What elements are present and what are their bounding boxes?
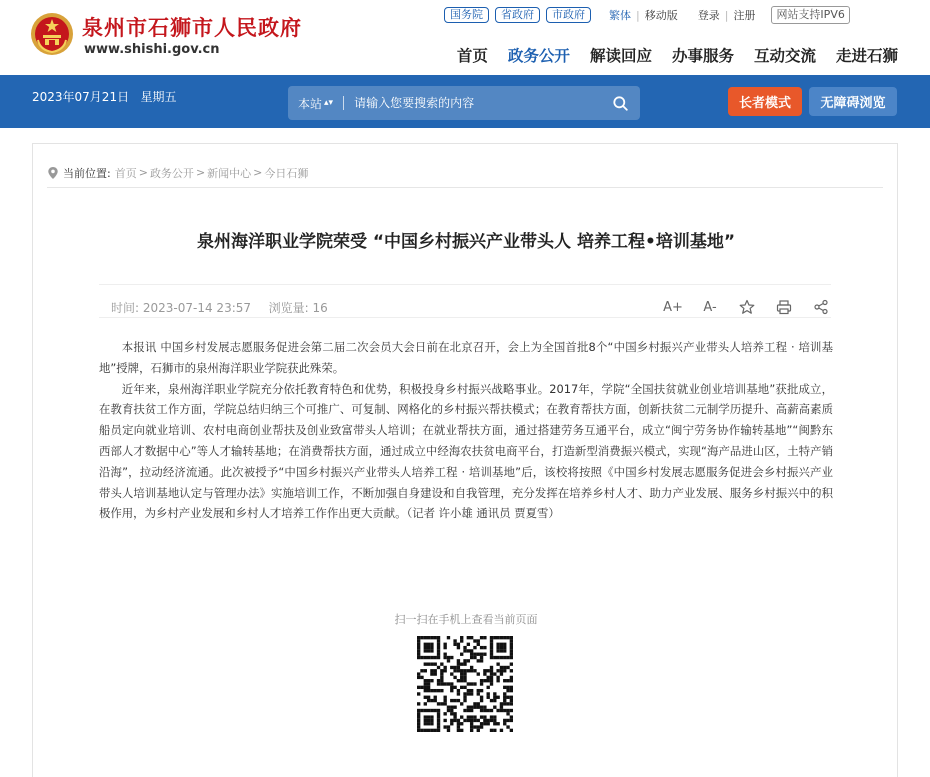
weekday-text: 星期五 bbox=[140, 90, 177, 104]
font-increase-icon: A+ bbox=[663, 299, 683, 315]
ipv6-badge: 网站支持IPV6 bbox=[771, 6, 849, 24]
article-body bbox=[99, 337, 833, 524]
search-scope-label: 本站 bbox=[298, 96, 323, 111]
breadcrumb bbox=[47, 158, 883, 188]
article-paragraph: 近年来，泉州海洋职业学院充分依托教育特色和优势，积极投身乡村振兴战略事业。2017年，学院“全国扶贫就业创业培训基地”获批成立，在教育扶贫工作方面，学院总结归纳三个可推广、可复制、网格化的乡村振兴帮扶模式；在教育帮扶方面，创新扶贫二元制学历提升、高薪高素质船员定向就业培训、农村电商创业帮扶及创业致富带头人培训；在就业帮扶方面，通过搭建劳务互通平台，成立“闽宁劳务协作输转基地”“闽黔东西部人才数据中心”等人才输转基地；在消费帮扶方面，通过成立中经海农扶贫电商平台，打造新型消费振兴模式，实现“海产品进山区，土特产销沿海”，拉动经济流通。此次被授予“中国乡村振兴产业带头人培养工程 · 培训基地”后，该校将按照《中国乡村发展志愿服务促进会乡村振兴产业带头人培训基地认定与管理办法》实施培训工作，不断加强自身建设和自我管理，充分发挥在培养乡村人才、助力产业发展、服务乡村振兴中的积极作用，为乡村产业发展和乡村人才培养工作作出更大贡献。（记者 许小雄 通讯员 贾夏雪） bbox=[99, 381, 833, 521]
breadcrumb-separator: > bbox=[253, 166, 263, 179]
breadcrumb-today-shishi[interactable]: 今日石狮 bbox=[264, 166, 309, 180]
article-tools bbox=[646, 297, 831, 317]
link-state-council[interactable]: 国务院 bbox=[444, 7, 489, 23]
breadcrumb-government-affairs[interactable]: 政务公开 bbox=[149, 166, 194, 180]
site-header bbox=[0, 0, 930, 75]
qr-code bbox=[417, 636, 513, 732]
date-text: 2023年07月21日 bbox=[32, 90, 130, 104]
info-band bbox=[0, 75, 930, 128]
login-link[interactable]: 登录 bbox=[697, 9, 720, 22]
search-scope-select[interactable] bbox=[288, 95, 333, 112]
top-links bbox=[444, 5, 850, 25]
nav-government-affairs[interactable]: 政务公开 bbox=[507, 47, 570, 65]
nav-interaction[interactable]: 互动交流 bbox=[753, 47, 816, 65]
font-decrease-button[interactable] bbox=[700, 297, 720, 317]
national-emblem-icon[interactable] bbox=[30, 12, 74, 56]
breadcrumb-label: 当前位置: bbox=[63, 166, 111, 180]
share-button[interactable] bbox=[811, 297, 831, 317]
elder-mode-button[interactable]: 长者模式 bbox=[728, 87, 802, 116]
separator: | bbox=[636, 8, 640, 22]
link-city[interactable]: 市政府 bbox=[546, 7, 591, 23]
register-link[interactable]: 注册 bbox=[733, 9, 756, 22]
breadcrumb-separator: > bbox=[138, 166, 148, 179]
nav-services[interactable]: 办事服务 bbox=[671, 47, 734, 65]
print-button[interactable] bbox=[774, 297, 794, 317]
traditional-chinese-link[interactable]: 繁体 bbox=[609, 9, 631, 22]
location-pin-icon bbox=[47, 166, 59, 180]
time-label: 时间: bbox=[111, 301, 140, 315]
font-decrease-icon: A- bbox=[703, 299, 717, 315]
sort-arrows-icon: ▴▾ bbox=[324, 98, 334, 108]
nav-home[interactable]: 首页 bbox=[456, 47, 488, 65]
article-container bbox=[32, 143, 898, 777]
share-icon bbox=[813, 299, 829, 315]
search-icon bbox=[613, 96, 628, 111]
current-date bbox=[32, 88, 177, 105]
breadcrumb-home[interactable]: 首页 bbox=[114, 166, 137, 180]
breadcrumb-news-center[interactable]: 新闻中心 bbox=[207, 166, 252, 180]
search-divider bbox=[343, 96, 344, 110]
accessible-browse-button[interactable]: 无障碍浏览 bbox=[809, 87, 897, 116]
view-count: 16 bbox=[312, 301, 328, 315]
nav-interpretation[interactable]: 解读回应 bbox=[589, 47, 652, 65]
breadcrumb-separator: > bbox=[195, 166, 206, 179]
star-icon bbox=[739, 299, 755, 315]
site-name[interactable]: 泉州市石狮市人民政府 bbox=[82, 15, 302, 40]
site-url: www.shishi.gov.cn bbox=[84, 42, 220, 57]
main-nav bbox=[437, 44, 898, 66]
favorite-button[interactable] bbox=[737, 297, 757, 317]
article-paragraph: 本报讯 中国乡村发展志愿服务促进会第二届二次会员大会日前在北京召开，会上为全国首批8个“中国乡村振兴产业带头人培养工程 · 培训基地”授牌，石狮市的泉州海洋职业学院获此殊荣。 bbox=[99, 340, 833, 375]
views-label: 浏览量: bbox=[268, 301, 309, 315]
article-meta-info bbox=[111, 299, 328, 316]
font-increase-button[interactable] bbox=[663, 297, 683, 317]
publish-time: 2023-07-14 23:57 bbox=[142, 301, 252, 315]
separator: | bbox=[724, 8, 729, 22]
link-province[interactable]: 省政府 bbox=[495, 7, 540, 23]
nav-about-shishi[interactable]: 走进石狮 bbox=[835, 47, 898, 65]
article-meta bbox=[99, 284, 831, 318]
mobile-version-link[interactable]: 移动版 bbox=[644, 9, 678, 22]
search-input[interactable] bbox=[354, 96, 606, 110]
search-bar bbox=[288, 86, 640, 120]
qr-caption: 扫一扫在手机上查看当前页面 bbox=[394, 613, 538, 626]
article-title: 泉州海洋职业学院荣受 “中国乡村振兴产业带头人 培养工程•培训基地” bbox=[196, 232, 736, 252]
printer-icon bbox=[776, 299, 792, 315]
search-button[interactable] bbox=[606, 89, 634, 117]
